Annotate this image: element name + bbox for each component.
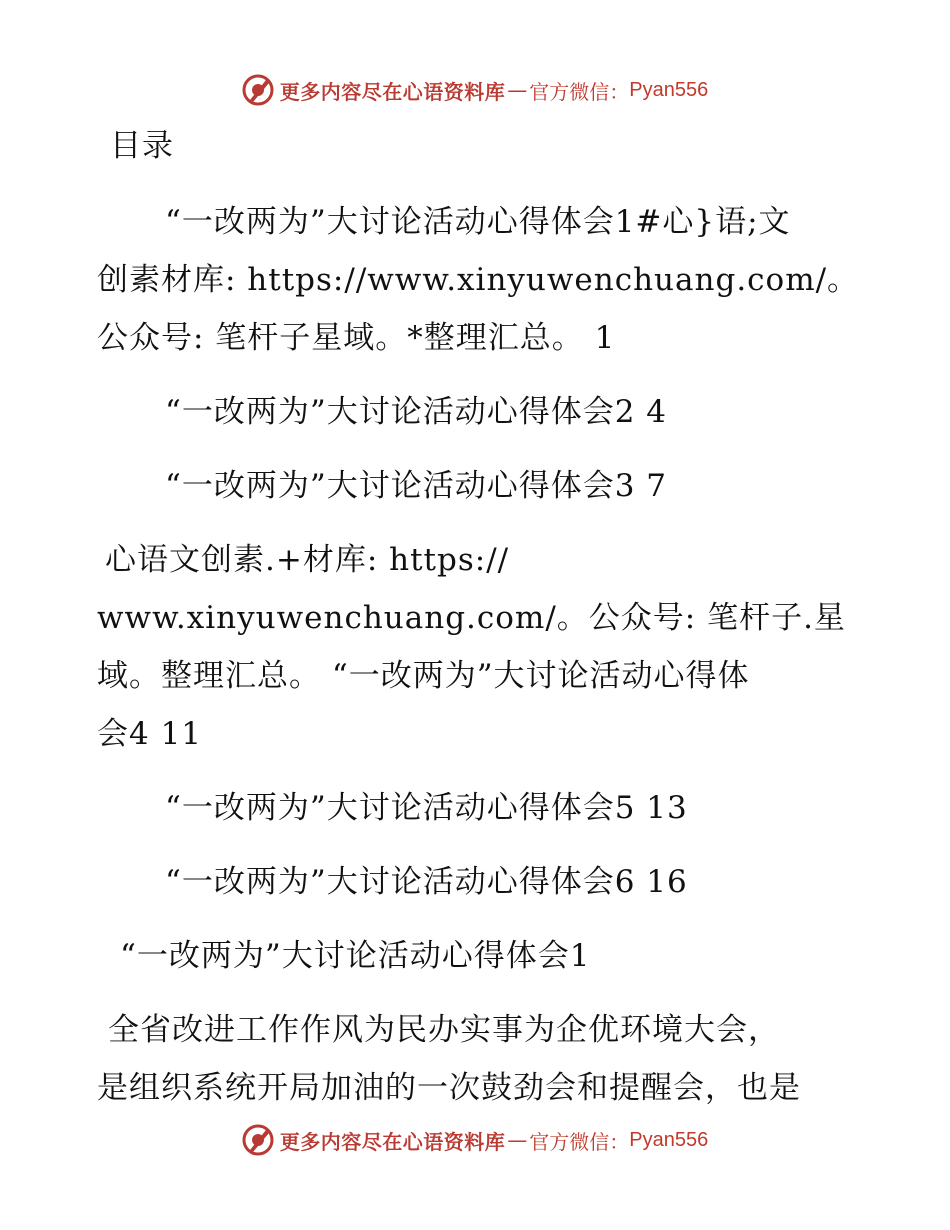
footer-banner (0, 1120, 950, 1160)
toc-line: 会4 11 (97, 716, 203, 752)
toc-line: “一改两为”大讨论活动心得体会6 16 (165, 864, 688, 900)
banner-text: 更多内容尽在心语资料库 (279, 79, 506, 104)
pen-logo-icon (242, 1124, 274, 1156)
paragraph-line: 是组织系统开局加油的一次鼓劲会和提醒会，也是 (97, 1070, 801, 1106)
section-heading: “一改两为”大讨论活动心得体会1 (120, 938, 591, 974)
toc-line: “一改两为”大讨论活动心得体会2 4 (165, 394, 667, 430)
banner-wechat-id: Pyan556 (629, 1128, 709, 1151)
banner-separator: — (507, 78, 528, 102)
toc-line: “一改两为”大讨论活动心得体会3 7 (165, 468, 667, 504)
banner-text: 更多内容尽在心语资料库 (279, 1129, 506, 1154)
toc-line: “一改两为”大讨论活动心得体会1#心}语;文 (165, 204, 791, 240)
paragraph-line: 全省改进工作作风为民办实事为企优环境大会， (108, 1012, 780, 1048)
toc-line: 公众号: 笔杆子星域。*整理汇总。 1 (97, 320, 616, 356)
banner-wechat-label: 官方微信： (529, 79, 630, 104)
banner-separator: — (507, 1128, 528, 1152)
toc-line: “一改两为”大讨论活动心得体会5 13 (165, 790, 688, 826)
banner-wechat-id: Pyan556 (629, 78, 709, 101)
toc-line: 创素材库: https://www.xinyuwenchuang.com/。 (97, 262, 860, 298)
toc-line: www.xinyuwenchuang.com/。公众号: 笔杆子.星 (97, 600, 846, 636)
toc-line: 域。整理汇总。 “一改两为”大讨论活动心得体 (97, 658, 750, 694)
pen-logo-icon (242, 74, 274, 106)
header-banner (0, 70, 950, 110)
toc-line: 心语文创素.+材库: https:// (105, 542, 510, 578)
toc-title: 目录 (110, 128, 174, 164)
banner-wechat-label: 官方微信： (529, 1129, 630, 1154)
